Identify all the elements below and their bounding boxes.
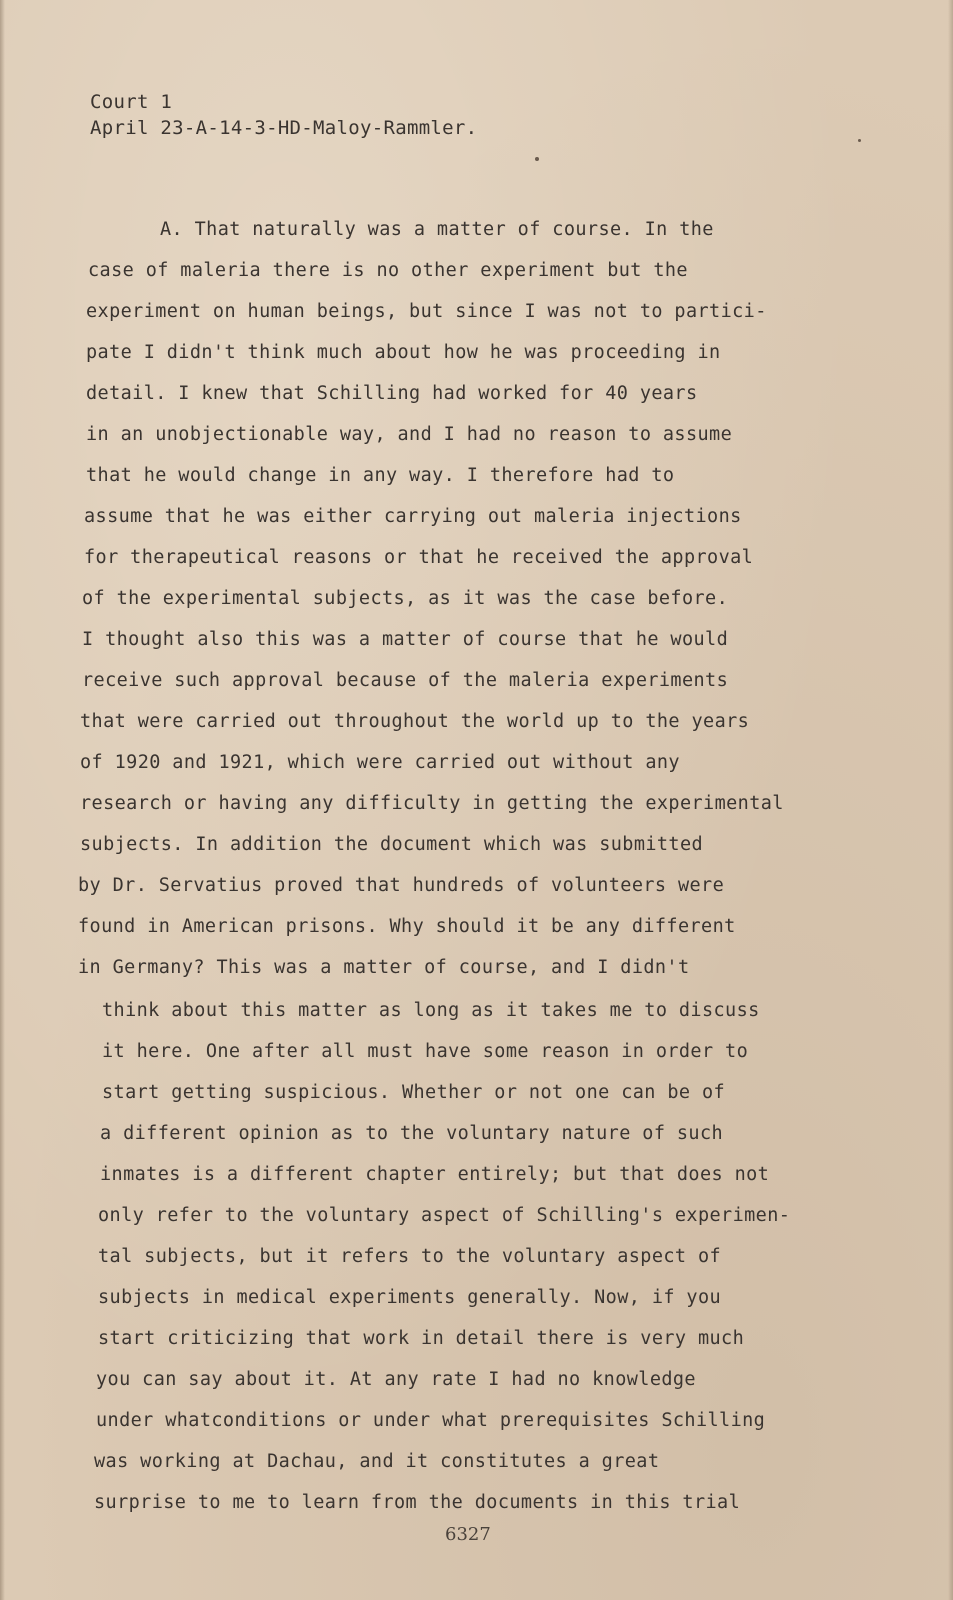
text-line: in an unobjectionable way, and I had no reason to assume bbox=[86, 424, 733, 445]
page-edge-right bbox=[948, 0, 953, 1600]
text-line: subjects in medical experiments generally. Now, if you bbox=[98, 1287, 722, 1308]
text-line: subjects. In addition the document which was submitted bbox=[80, 834, 704, 855]
text-line: I thought also this was a matter of course that he would bbox=[82, 629, 729, 650]
text-line: you can say about it. At any rate I had no knowledge bbox=[96, 1369, 696, 1390]
text-line: A. That naturally was a matter of course. In the bbox=[160, 219, 714, 240]
paper-speck bbox=[858, 139, 861, 142]
text-line: case of maleria there is no other experiment but the bbox=[88, 260, 688, 281]
text-line: of the experimental subjects, as it was the case before. bbox=[82, 588, 729, 609]
text-line: detail. I knew that Schilling had worked for 40 years bbox=[86, 383, 698, 404]
text-line: inmates is a different chapter entirely; but that does not bbox=[100, 1164, 770, 1185]
text-line: by Dr. Servatius proved that hundreds of volunteers were bbox=[78, 875, 725, 896]
session-header: April 23-A-14-3-HD-Maloy-Rammler. bbox=[90, 117, 478, 139]
text-line: start getting suspicious. Whether or not one can be of bbox=[102, 1082, 726, 1103]
text-line: in Germany? This was a matter of course, and I didn't bbox=[78, 957, 690, 978]
text-line: that were carried out throughout the world up to the years bbox=[80, 711, 750, 732]
text-line: under whatconditions or under what prerequisites Schilling bbox=[96, 1410, 766, 1431]
page-edge-left bbox=[0, 0, 5, 1600]
text-line: was working at Dachau, and it constitutes a great bbox=[94, 1451, 660, 1472]
text-line: for therapeutical reasons or that he received the approval bbox=[84, 547, 754, 568]
page-number: 6327 bbox=[445, 1524, 491, 1545]
text-line: assume that he was either carrying out maleria injections bbox=[84, 506, 742, 527]
text-line: only refer to the voluntary aspect of Schilling's experimen- bbox=[98, 1205, 791, 1226]
text-line: start criticizing that work in detail there is very much bbox=[98, 1328, 745, 1349]
text-line: surprise to me to learn from the documents in this trial bbox=[94, 1492, 741, 1513]
text-line: tal subjects, but it refers to the voluntary aspect of bbox=[98, 1246, 722, 1267]
text-line: research or having any difficulty in getting the experimental bbox=[80, 793, 784, 814]
text-line: receive such approval because of the maleria experiments bbox=[82, 670, 729, 691]
text-line: of 1920 and 1921, which were carried out without any bbox=[80, 752, 680, 773]
text-line: think about this matter as long as it takes me to discuss bbox=[102, 1000, 760, 1021]
text-line: experiment on human beings, but since I was not to partici- bbox=[86, 301, 767, 322]
text-line: that he would change in any way. I therefore had to bbox=[86, 465, 675, 486]
text-line: found in American prisons. Why should it be any different bbox=[78, 916, 736, 937]
text-line: it here. One after all must have some reason in order to bbox=[102, 1041, 749, 1062]
court-header: Court 1 bbox=[90, 91, 173, 113]
text-line: a different opinion as to the voluntary nature of such bbox=[100, 1123, 724, 1144]
text-line: pate I didn't think much about how he was proceeding in bbox=[86, 342, 721, 363]
paper-speck bbox=[535, 157, 539, 161]
